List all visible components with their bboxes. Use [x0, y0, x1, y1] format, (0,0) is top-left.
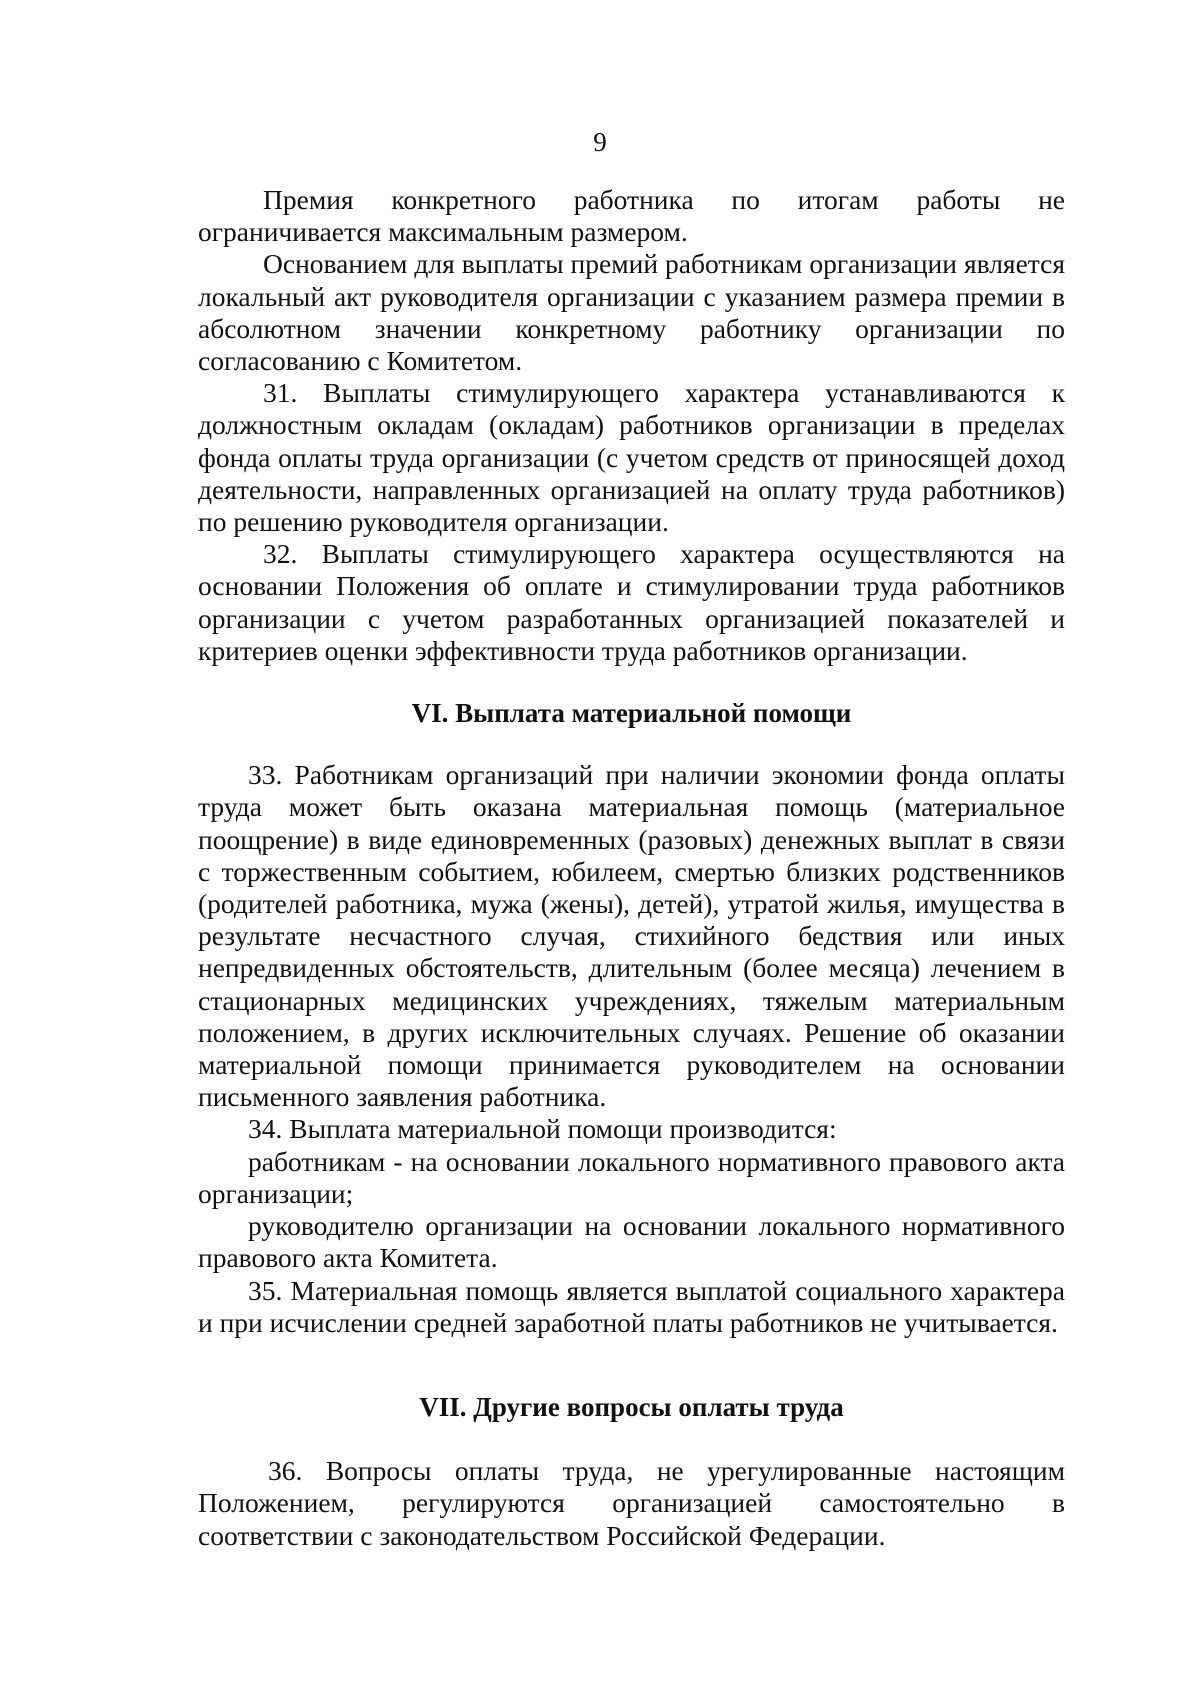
- paragraph-34-workers: работникам - на основании локального нормативного правового акта организации;: [198, 1145, 1065, 1209]
- paragraph-33: 33. Работникам организаций при наличии экономии фонда оплаты труда может быть оказана материальная помощь (материальное поощрение) в виде единовременных (разовых) денежных выплат в связи с торжественным событием, юбилеем, смертью близких родственников (родителей работника, мужа (жены), детей), утратой жилья, имущества в результате несчастного случая, стихийного бедствия или иных непредвиденных обстоятельств, длительным (более месяца) лечением в стационарных медицинских учреждениях, тяжелым материальным положением, в других исключительных случаях. Решение об оказании материальной помощи принимается руководителем на основании письменного заявления работника.: [198, 759, 1065, 1113]
- paragraph-bonus-limit: Премия конкретного работника по итогам работы не ограничивается максимальным размером.: [198, 184, 1065, 248]
- paragraph-bonus-basis: Основанием для выплаты премий работникам организации является локальный акт руководителя организации с указанием размера премии в абсолютном значении конкретному работнику организации по согласованию с Комитетом.: [198, 248, 1065, 377]
- paragraph-34: 34. Выплата материальной помощи производится:: [248, 1113, 837, 1145]
- document-body: [198, 184, 1065, 1552]
- section-vii-heading: VII. Другие вопросы оплаты труда: [419, 1391, 844, 1422]
- paragraph-32: 32. Выплаты стимулирующего характера осуществляются на основании Положения об оплате и стимулировании труда работников организации с учетом разработанных организацией показателей и критериев оценки эффективности труда работников организации.: [198, 538, 1065, 666]
- paragraph-31: 31. Выплаты стимулирующего характера устанавливаются к должностным окладам (окладам) работников организации в пределах фонда оплаты труда организации (с учетом средств от приносящей доход деятельности, направленных организацией на оплату труда работников) по решению руководителя организации.: [198, 377, 1065, 538]
- paragraph-36: 36. Вопросы оплаты труда, не урегулированные настоящим Положением, регулируются организацией самостоятельно в соответствии с законодательством Российской Федерации.: [198, 1455, 1065, 1551]
- paragraph-34-director: руководителю организации на основании локального нормативного правового акта Комитета.: [198, 1210, 1065, 1274]
- paragraph-35: 35. Материальная помощь является выплатой социального характера и при исчислении средней заработной платы работников не учитывается.: [198, 1274, 1065, 1338]
- page-number: 9: [593, 127, 607, 157]
- section-vi-heading: VI. Выплата материальной помощи: [411, 698, 852, 729]
